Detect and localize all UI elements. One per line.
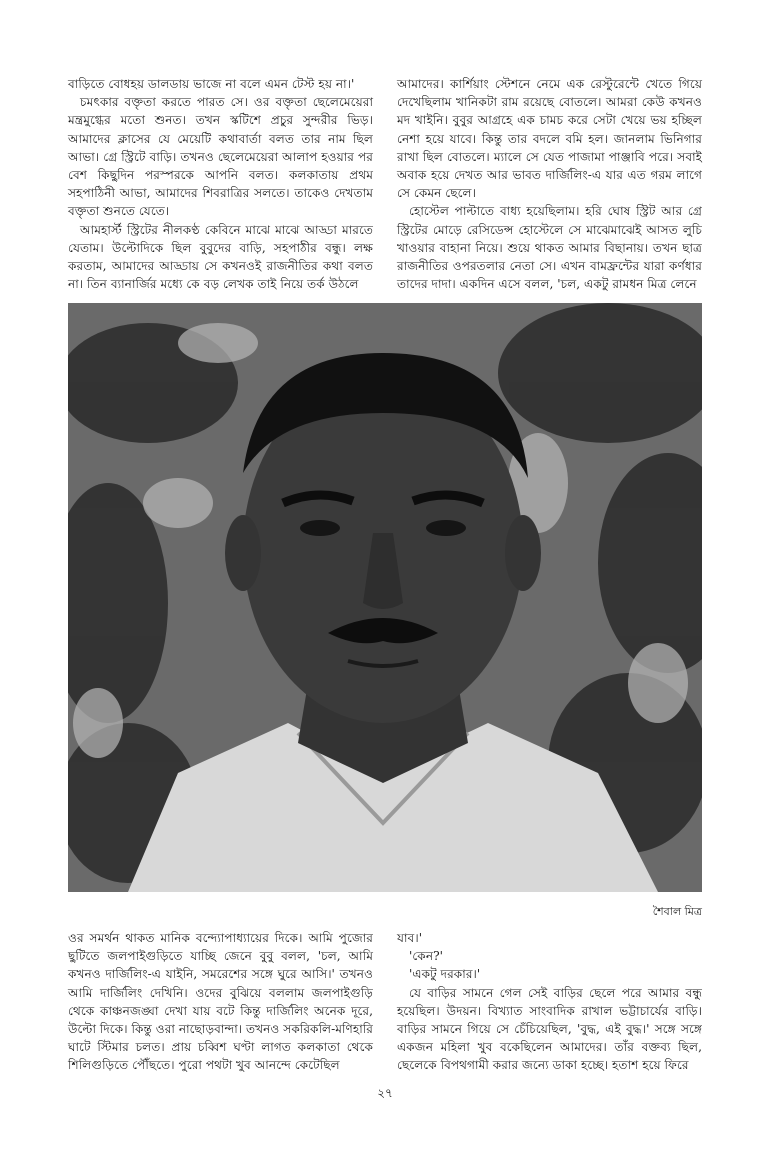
dialogue-line: 'একটু দরকার।' <box>409 967 481 982</box>
paragraph: ওর সমর্থন থাকত মানিক বন্দ্যোপাধ্যায়ের দিকে। আমি পুজোর ছুটিতে জলপাইগুড়িতে যাচ্ছি জেনে বুবু বলল, 'চল, আমি কখনও দার্জিলিং-এ যাইনি, সমরেশের সঙ্গে ঘুরে আসি।' তখনও আমি দার্জিলিং দেখিনি। ওদের বুঝিয়ে বললাম জলপাইগুড়ি থেকে কাঞ্চনজঙ্ঘা দেখা যায় বটে কিন্তু দার্জিলিং অনেক দূরে, উল্টো দিকে। কিন্তু ওরা নাছোড়বান্দা। তখনও সকরিকলি-মণিহারি ঘাটে স্টিমার চলত। প্রায় চব্বিশ ঘণ্টা লাগত কলকাতা থেকে শিলিগুড়িতে পৌঁছতে। পুরো পথটা খুব আনন্দে কেটেছিল <box>68 931 374 1073</box>
paragraph: আমাদের। কার্শিয়াং স্টেশনে নেমে এক রেস্টুরেন্টে খেতে গিয়ে দেখেছিলাম খানিকটা রাম রয়েছে বোতলে। আমরা কেউ কখনও মদ খাইনি। বুবুর আগ্রহে এক চামচ করে সেটা খেয়ে ভয় হচ্ছিল নেশা হয়ে যাবে। কিন্তু তার বদলে বমি হল। জানলাম ভিনিগার রাখা ছিল বোতলে। ম্যালে সে যেত পাজামা পাঞ্জাবি পরে। সবাই অবাক হয়ে দেখত আর ভাবত দার্জিলিং-এ যার এত গরম লাগে সে কেমন ছেলে। <box>397 77 702 201</box>
column-bottom-right <box>397 929 702 1075</box>
paragraph: হোস্টেল পাল্টাতে বাধ্য হয়েছিলাম। হরি ঘোষ স্ট্রিট আর গ্রে স্ট্রিটের মোড়ে রেসিডেন্স হোস্টেলে সে মাঝেমাঝেই আসত লুচি খাওয়ার বাহানা নিয়ে। শুয়ে থাকত আমার বিছানায়। তখন ছাত্র রাজনীতির ওপরতলার নেতা সে। এখন বামফ্রন্টের যারা কর্ণধার তাদের দাদা। একদিন এসে বলল, 'চল, একটু রামধন মিত্র লেনে <box>397 204 702 292</box>
paragraph: আমহার্স্ট স্ট্রিটের নীলকণ্ঠ কেবিনে মাঝে মাঝে আড্ডা মারতে যেতাম। উল্টোদিকে ছিল বুবুদের বাড়ি, সহপাঠীর বন্ধু। লক্ষ করতাম, আমাদের আড্ডায় সে কখনওই রাজনীতির কথা বলত না। তিন ব্যানার্জির মধ্যে কে বড় লেখক তাই নিয়ে তর্ক উঠলে <box>68 222 373 292</box>
page-number: ২৭ <box>377 1086 393 1100</box>
portrait-photo <box>68 303 702 892</box>
photo-credit: শৈবাল মিত্র <box>652 905 702 918</box>
column-top-left <box>68 75 373 293</box>
portrait-image <box>68 303 702 892</box>
column-top-right <box>397 75 702 293</box>
paragraph: চমৎকার বক্তৃতা করতে পারত সে। ওর বক্তৃতা ছেলেমেয়েরা মন্ত্রমুগ্ধের মতো শুনত। তখন স্কটিশে প্রচুর সুন্দরীর ভিড়। আমাদের ক্লাসের যে মেয়েটি কথাবার্তা বলত তার নাম ছিল আভা। গ্রে স্ট্রিটে বাড়ি। তখনও ছেলেমেয়েরা আলাপ হওয়ার পর বেশ কিছুদিন পরস্পরকে আপনি বলত। কলকাতায় প্রথম সহপাঠিনী আভা, আমাদের শিবরাত্রির সলতে। তাকেও দেখতাম বক্তৃতা শুনতে যেতে। <box>68 95 373 219</box>
column-bottom-left <box>68 929 373 1075</box>
paragraph: যে বাড়ির সামনে গেল সেই বাড়ির ছেলে পরে আমার বন্ধু হয়েছিল। উদয়ন। বিখ্যাত সাংবাদিক রাখাল ভট্টাচার্যের বাড়ি। বাড়ির সামনে গিয়ে সে চেঁচিয়েছিল, 'বুদ্ধ, এই বুদ্ধ।' সঙ্গে সঙ্গে একজন মহিলা খুব বকেছিলেন আমাদের। তাঁর বক্তব্য ছিল, ছেলেকে বিপথগামী করার জন্যে ডাকা হচ্ছে। হতাশ হয়ে ফিরে <box>397 985 702 1073</box>
dialogue-line: 'কেন?' <box>409 949 443 964</box>
paragraph: বাড়িতে বোধহয় ডালডায় ভাজে না বলে এমন টেস্ট হয় না।' <box>68 77 355 91</box>
paragraph: যাব।' <box>397 931 423 945</box>
